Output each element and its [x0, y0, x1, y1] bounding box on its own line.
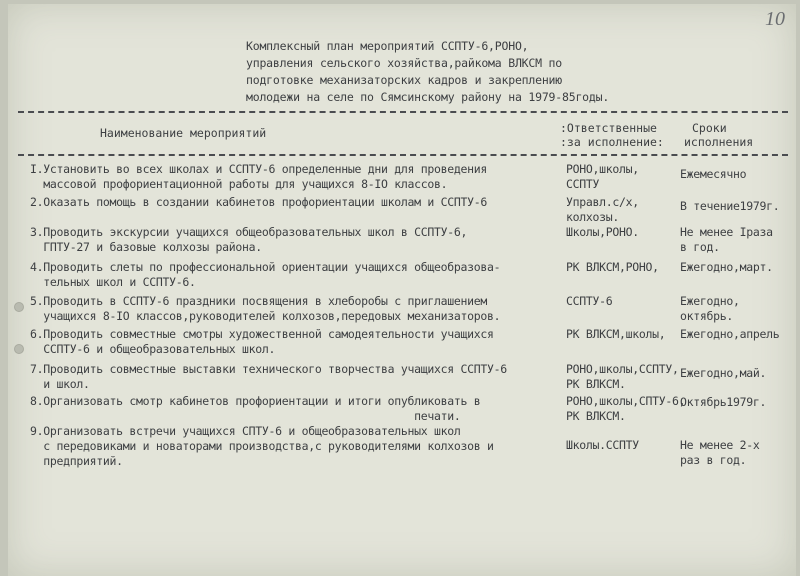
deadline-text: Ежегодно,март. — [680, 260, 773, 274]
responsible-text: РОНО,школы,ССПТУ, — [566, 362, 679, 376]
header-deadline-line1: Сроки — [692, 121, 727, 135]
deadline-text: Не менее 2-х — [680, 438, 760, 452]
document-title — [246, 38, 646, 106]
document-sheet — [8, 4, 796, 576]
deadline-text: Не менее Iраза — [680, 225, 773, 239]
punch-hole — [14, 302, 24, 312]
deadline-text: октябрь. — [680, 309, 733, 323]
responsible-text: Школы,РОНО. — [566, 225, 639, 239]
event-text: печати. — [30, 409, 461, 423]
header-events: Наименование мероприятий — [100, 126, 267, 140]
deadline-text: Ежегодно,апрель — [680, 327, 780, 341]
responsible-text: РК ВЛКСМ,школы, — [566, 327, 666, 341]
title-line: подготовке механизаторских кадров и закреплению — [246, 73, 563, 87]
deadline-text: в год. — [680, 240, 720, 254]
deadline-text: раз в год. — [680, 453, 747, 467]
event-text: учащихся 8-IO классов,руководителей колхозов,передовых механизаторов. — [30, 309, 501, 323]
event-text: I.Установить во всех школах и ССПТУ-6 определенные дни для проведения — [30, 162, 488, 176]
event-text: 3.Проводить экскурсии учащихся общеобразовательных школ в ССПТУ-6, — [30, 225, 468, 239]
event-text: предприятий. — [30, 454, 123, 468]
responsible-text: Школы.ССПТУ — [566, 438, 639, 452]
responsible-text: РК ВЛКСМ. — [566, 377, 626, 391]
event-text: 8.Организовать смотр кабинетов профориентации и итоги опубликовать в — [30, 394, 481, 408]
event-text: 4.Проводить слеты по профессиональной ориентации учащихся общеобразова- — [30, 260, 501, 274]
event-text: тельных школ и ССПТУ-6. — [30, 275, 196, 289]
event-text: с передовиками и новаторами производства,с руководителями колхозов и — [30, 439, 494, 453]
event-text: 2.Оказать помощь в создании кабинетов профориентации школам и ССПТУ-6 — [30, 195, 488, 209]
responsible-text: РОНО,школы, — [566, 162, 639, 176]
event-text: ССПТУ-6 и общеобразовательных школ. — [30, 342, 276, 356]
header-responsible-line1: :Ответственные — [560, 121, 657, 135]
punch-hole — [14, 344, 24, 354]
event-text: ГПТУ-27 и базовые колхозы района. — [30, 240, 262, 254]
title-line: Комплексный план мероприятий ССПТУ-6,РОНО, — [246, 39, 529, 53]
title-line: молодежи на селе по Сямсинскому району на 1979-85годы. — [246, 90, 610, 104]
responsible-text: РК ВЛКСМ,РОНО, — [566, 260, 659, 274]
responsible-text: ССПТУ-6 — [566, 294, 613, 308]
event-text: 7.Проводить совместные выставки технического творчества учащихся ССПТУ-6 — [30, 362, 507, 376]
title-line: управления сельского хозяйства,райкома ВЛКСМ по — [246, 56, 563, 70]
table-top-rule — [18, 111, 788, 113]
deadline-text: Ежегодно,май. — [680, 366, 767, 380]
header-deadline-line2: исполнения — [684, 135, 754, 149]
event-text: и школ. — [30, 377, 90, 391]
deadline-text: Ежемесячно — [680, 167, 747, 181]
responsible-text: колхозы. — [566, 210, 619, 224]
deadline-text: Октябрь1979г. — [680, 395, 767, 409]
table-header-rule — [18, 154, 788, 156]
event-text: массовой профориентационной работы для учащихся 8-IO классов. — [30, 177, 448, 191]
responsible-text: ССПТУ — [566, 177, 600, 191]
responsible-text: Управл.с/х, — [566, 195, 639, 209]
responsible-text: РОНО,школы,СПТУ-6, — [566, 394, 686, 408]
responsible-text: РК ВЛКСМ. — [566, 409, 626, 423]
page-number: 10 — [765, 8, 785, 30]
event-text: 5.Проводить в ССПТУ-6 праздники посвящения в хлеборобы с приглашением — [30, 294, 488, 308]
event-text: 9.Организовать встречи учащихся СПТУ-6 и общеобразовательных школ — [30, 424, 461, 438]
deadline-text: Ежегодно, — [680, 294, 740, 308]
deadline-text: В течение1979г. — [680, 199, 780, 213]
header-responsible-line2: :за исполнение: — [560, 135, 664, 149]
event-text: 6.Проводить совместные смотры художественной самодеятельности учащихся — [30, 327, 494, 341]
